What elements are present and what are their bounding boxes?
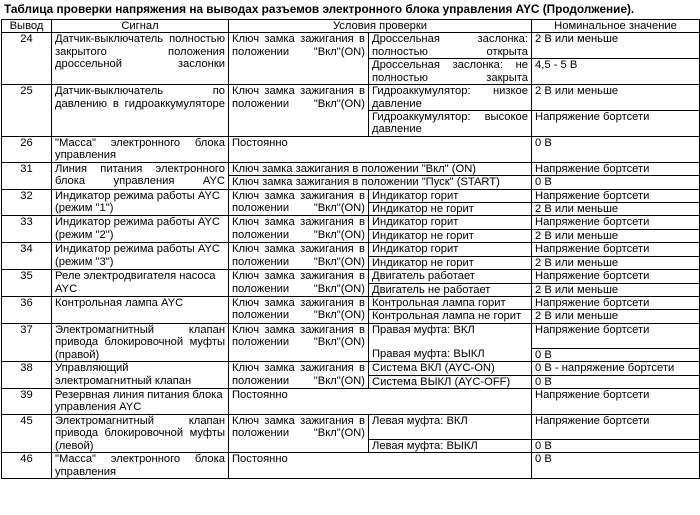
pin-cell: 24 — [2, 33, 52, 85]
value-cell: 2 В или меньше — [532, 283, 700, 296]
value-cell: Напряжение бортсети — [532, 111, 700, 137]
table-row — [2, 33, 700, 59]
pin-cell: 37 — [2, 323, 52, 361]
pin-cell: 38 — [2, 362, 52, 389]
value-cell: Напряжение бортсети — [532, 189, 700, 202]
pin-cell: 34 — [2, 243, 52, 270]
state-cell: Дроссельная заслонка: не полностью закрыта — [369, 59, 532, 85]
signal-cell: Индикатор режима работы AYC (режим "2") — [52, 216, 229, 243]
value-cell: 0 В — [532, 439, 700, 452]
condition-cell: Ключ замка зажигания в положении "Вкл"(ON) — [229, 270, 369, 297]
value-cell: Напряжение бортсети — [532, 243, 700, 256]
header-nominal: Номинальное значение — [532, 20, 700, 33]
condition-cell: Ключ замка зажигания в положении "Вкл"(ON) — [229, 323, 369, 361]
header-signal: Сигнал — [52, 20, 229, 33]
value-cell: 0 В — [532, 375, 700, 388]
table-row — [2, 323, 700, 348]
value-cell: 4,5 - 5 В — [532, 59, 700, 85]
value-cell: Напряжение бортсети — [532, 296, 700, 309]
pin-cell: 33 — [2, 216, 52, 243]
signal-cell: Контрольная лампа AYC — [52, 296, 229, 323]
condition-cell: Ключ замка зажигания в положении "Вкл"(ON) — [229, 243, 369, 270]
header-pin: Вывод — [2, 20, 52, 33]
state-cell: Левая муфта: ВЫКЛ — [369, 439, 532, 452]
table-row — [2, 270, 700, 283]
condition-cell: Ключ замка зажигания в положении "Вкл"(ON) — [229, 189, 369, 216]
pin-cell: 31 — [2, 162, 52, 189]
value-cell: 0 В - напряжение бортсети — [532, 362, 700, 375]
value-cell: Напряжение бортсети — [532, 216, 700, 229]
table-row — [2, 243, 700, 256]
pin-cell: 35 — [2, 270, 52, 297]
pin-cell: 45 — [2, 414, 52, 452]
value-cell: 2 В или меньше — [532, 33, 700, 59]
state-cell: Гидроаккумулятор: низкое давление — [369, 85, 532, 111]
table-row — [2, 85, 700, 111]
state-cell: Гидроаккумулятор: высокое давление — [369, 111, 532, 137]
signal-cell: Электромагнитный клапан привода блокировочной муфты (правой) — [52, 323, 229, 361]
state-cell: Правая муфта: ВКЛ — [369, 323, 532, 348]
signal-cell: Электромагнитный клапан привода блокировочной муфты (левой) — [52, 414, 229, 452]
table-row — [2, 296, 700, 309]
condition-cell: Постоянно — [229, 453, 532, 479]
state-cell: Двигатель работает — [369, 270, 532, 283]
value-cell: 2 В или меньше — [532, 256, 700, 269]
state-cell: Контрольная лампа не горит — [369, 310, 532, 323]
table-row — [2, 453, 700, 479]
condition-cell: Ключ замка зажигания в положении "Вкл"(ON) — [229, 216, 369, 243]
state-cell: Индикатор горит — [369, 216, 532, 229]
state-cell: Правая муфта: ВЫКЛ — [369, 348, 532, 361]
condition-cell: Ключ замка зажигания в положении "Пуск" (START) — [229, 176, 532, 189]
value-cell: 0 В — [532, 176, 700, 189]
header-conditions: Условия проверки — [229, 20, 532, 33]
value-cell: Напряжение бортсети — [532, 388, 700, 414]
pin-cell: 26 — [2, 137, 52, 163]
value-cell: 0 В — [532, 137, 700, 163]
state-cell: Индикатор не горит — [369, 203, 532, 216]
condition-cell: Ключ замка зажигания в положении "Вкл"(ON) — [229, 362, 369, 389]
condition-cell: Ключ замка зажигания в положении "Вкл"(ON) — [229, 85, 369, 137]
page-title: Таблица проверки напряжения на выводах разъемов электронного блока управления AYC (Продолжение). — [4, 2, 635, 16]
table-row — [2, 137, 700, 163]
state-cell: Система ВКЛ (AYC-ON) — [369, 362, 532, 375]
condition-cell: Ключ замка зажигания в положении "Вкл"(ON) — [229, 296, 369, 323]
table-row — [2, 414, 700, 439]
condition-cell: Ключ замка зажигания в положении "Вкл"(ON) — [229, 33, 369, 85]
state-cell: Двигатель не работает — [369, 283, 532, 296]
value-cell: 0 В — [532, 453, 700, 479]
signal-cell: Линия питания электронного блока управления AYC — [52, 162, 229, 189]
signal-cell: Индикатор режима работы AYC (режим "3") — [52, 243, 229, 270]
condition-cell: Постоянно — [229, 137, 532, 163]
value-cell: Напряжение бортсети — [532, 162, 700, 175]
state-cell: Контрольная лампа горит — [369, 296, 532, 309]
condition-cell: Ключ замка зажигания в положении "Вкл" (ON) — [229, 162, 532, 175]
signal-cell: Индикатор режима работы AYC (режим "1") — [52, 189, 229, 216]
signal-cell: Резервная линия питания блока управления AYC — [52, 388, 229, 414]
state-cell: Дроссельная заслонка: полностью открыта — [369, 33, 532, 59]
value-cell: 2 В или меньше — [532, 85, 700, 111]
value-cell: 2 В или меньше — [532, 203, 700, 216]
signal-cell: Реле электродвигателя насоса AYC — [52, 270, 229, 297]
value-cell: Напряжение бортсети — [532, 270, 700, 283]
pin-cell: 39 — [2, 388, 52, 414]
table-row — [2, 388, 700, 414]
value-cell: 2 В или меньше — [532, 310, 700, 323]
state-cell: Индикатор не горит — [369, 256, 532, 269]
table-header — [2, 20, 700, 33]
table-row — [2, 216, 700, 229]
pin-cell: 46 — [2, 453, 52, 479]
value-cell: 0 В — [532, 348, 700, 361]
value-cell: Напряжение бортсети — [532, 323, 700, 348]
state-cell: Система ВЫКЛ (AYC-OFF) — [369, 375, 532, 388]
state-cell: Левая муфта: ВКЛ — [369, 414, 532, 439]
condition-cell: Ключ замка зажигания в положении "Вкл"(ON) — [229, 414, 369, 452]
pin-cell: 32 — [2, 189, 52, 216]
table-row — [2, 362, 700, 375]
pin-cell: 36 — [2, 296, 52, 323]
signal-cell: Управляющий электромагнитный клапан — [52, 362, 229, 389]
state-cell: Индикатор не горит — [369, 229, 532, 242]
value-cell: Напряжение бортсети — [532, 414, 700, 439]
condition-cell: Постоянно — [229, 388, 532, 414]
pin-cell: 25 — [2, 85, 52, 137]
table-row — [2, 162, 700, 175]
voltage-check-table — [1, 19, 700, 479]
table-row — [2, 189, 700, 202]
signal-cell: "Масса" электронного блока управления — [52, 453, 229, 479]
value-cell: 2 В или меньше — [532, 229, 700, 242]
signal-cell: "Масса" электронного блока управления — [52, 137, 229, 163]
state-cell: Индикатор горит — [369, 243, 532, 256]
signal-cell: Датчик-выключатель полностью закрытого положения дроссельной заслонки — [52, 33, 229, 85]
signal-cell: Датчик-выключатель по давлению в гидроаккумуляторе — [52, 85, 229, 137]
state-cell: Индикатор горит — [369, 189, 532, 202]
